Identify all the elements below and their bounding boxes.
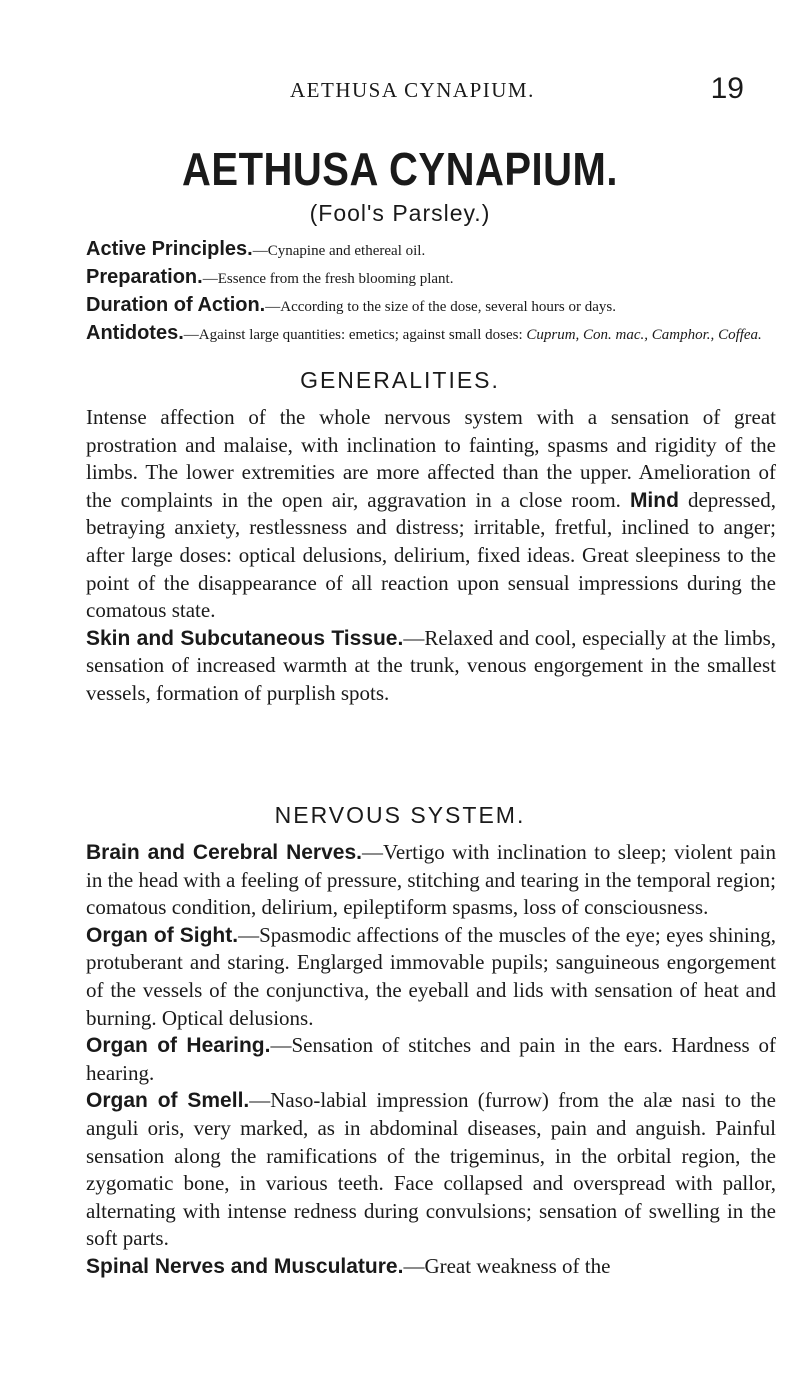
preparation-label: Preparation. [86, 266, 203, 288]
generalities-text-a: Intense affection of the whole nervous system with a sensation of great prostration and malaise, with inclination to fainting, spasms and rigidity of the limbs. The lower extremities are more affected than the upper. Amelioration of the complaints in the open air, aggravation in a close room. [86, 405, 776, 512]
generalities-heading: GENERALITIES. [300, 367, 500, 393]
active-principles-text: —Cynapine and ethereal oil. [252, 243, 426, 259]
intro-section [86, 236, 774, 348]
preparation-entry [86, 264, 774, 292]
smell-label: Organ of Smell. [86, 1089, 250, 1113]
sight-paragraph [86, 922, 776, 1032]
page-number: 19 [710, 72, 744, 105]
generalities-text-b: depressed, betraying anxiety, restlessness and distress; irritable, fretful, inclined to anger; after large doses: optical delusions, delirium, fixed ideas. Great sleepiness to the point of the disappearance of all reaction upon sensual impressions during the comatous state. [86, 487, 776, 623]
smell-paragraph [86, 1087, 776, 1253]
spinal-label: Spinal Nerves and Musculature. [86, 1254, 404, 1278]
spinal-paragraph [86, 1253, 776, 1281]
sight-text: —Spasmodic affections of the muscles of the eye; eyes shining, protuberant and staring. Englarged immovable pupils; sanguineous engorgement of the vessels of the conjunctiva, the eyeball and lids with sensation of heat and burning. Optical delusions. [86, 922, 777, 1030]
antidotes-entry [86, 320, 774, 348]
skin-text: —Relaxed and cool, especially at the limbs, sensation of increased warmth at the trunk, venous engorgement in the smallest vessels, formation of purplish spots. [86, 625, 776, 705]
hearing-text: —Sensation of stitches and pain in the ears. Hardness of hearing. [86, 1033, 776, 1085]
antidote-remedy: Con. mac., [583, 327, 649, 343]
duration-entry [86, 292, 774, 320]
brain-paragraph [86, 839, 776, 922]
brain-label: Brain and Cerebral Nerves. [86, 841, 362, 864]
duration-label: Duration of Action. [86, 294, 266, 316]
running-head [0, 72, 800, 108]
skin-paragraph [86, 625, 776, 708]
active-principles-entry [86, 236, 774, 264]
mind-label: Mind [629, 488, 679, 512]
generalities-body [86, 404, 776, 708]
skin-label: Skin and Subcutaneous Tissue. [86, 626, 404, 650]
spinal-text: —Great weakness of the [403, 1253, 611, 1278]
nervous-system-heading: NERVOUS SYSTEM. [274, 802, 526, 828]
running-head-title: AETHUSA CYNAPIUM. [290, 78, 535, 102]
page-subtitle: (Fool's Parsley.) [309, 200, 491, 226]
sight-label: Organ of Sight. [86, 923, 239, 947]
generalities-paragraph [86, 404, 776, 625]
page-title: AETHUSA CYNAPIUM. [182, 144, 618, 196]
nervous-system-body [86, 839, 776, 1281]
brain-text: —Vertigo with inclination to sleep; violent pain in the head with a feeling of pressure, stitching and tearing in the temporal region; comatous condition, delirium, epileptiform spasms, loss of consciousness. [86, 840, 776, 920]
antidotes-text: —Against large quantities: emetics; against small doses: [183, 327, 527, 343]
preparation-text: —Essence from the fresh blooming plant. [202, 271, 454, 287]
smell-text: —Naso-labial impression (furrow) from the alæ nasi to the anguli oris, very marked, as in abdominal diseases, pain and anguish. Painful sensation along the ramifications of the trigeminus, in the orbital region, the zygomatic bone, in various teeth. Face collapsed and overspread with pallor, alternating with intense redness during convulsions; sensation of swelling in the soft parts. [86, 1088, 776, 1251]
antidote-remedy: Coffea. [718, 327, 762, 343]
active-principles-label: Active Principles. [86, 238, 253, 260]
duration-text: —According to the size of the dose, several hours or days. [265, 299, 616, 315]
hearing-label: Organ of Hearing. [86, 1034, 271, 1058]
antidotes-label: Antidotes. [86, 322, 184, 344]
antidote-remedy: Camphor., [651, 327, 715, 343]
antidote-remedy: Cuprum, [526, 327, 580, 343]
hearing-paragraph [86, 1032, 776, 1087]
